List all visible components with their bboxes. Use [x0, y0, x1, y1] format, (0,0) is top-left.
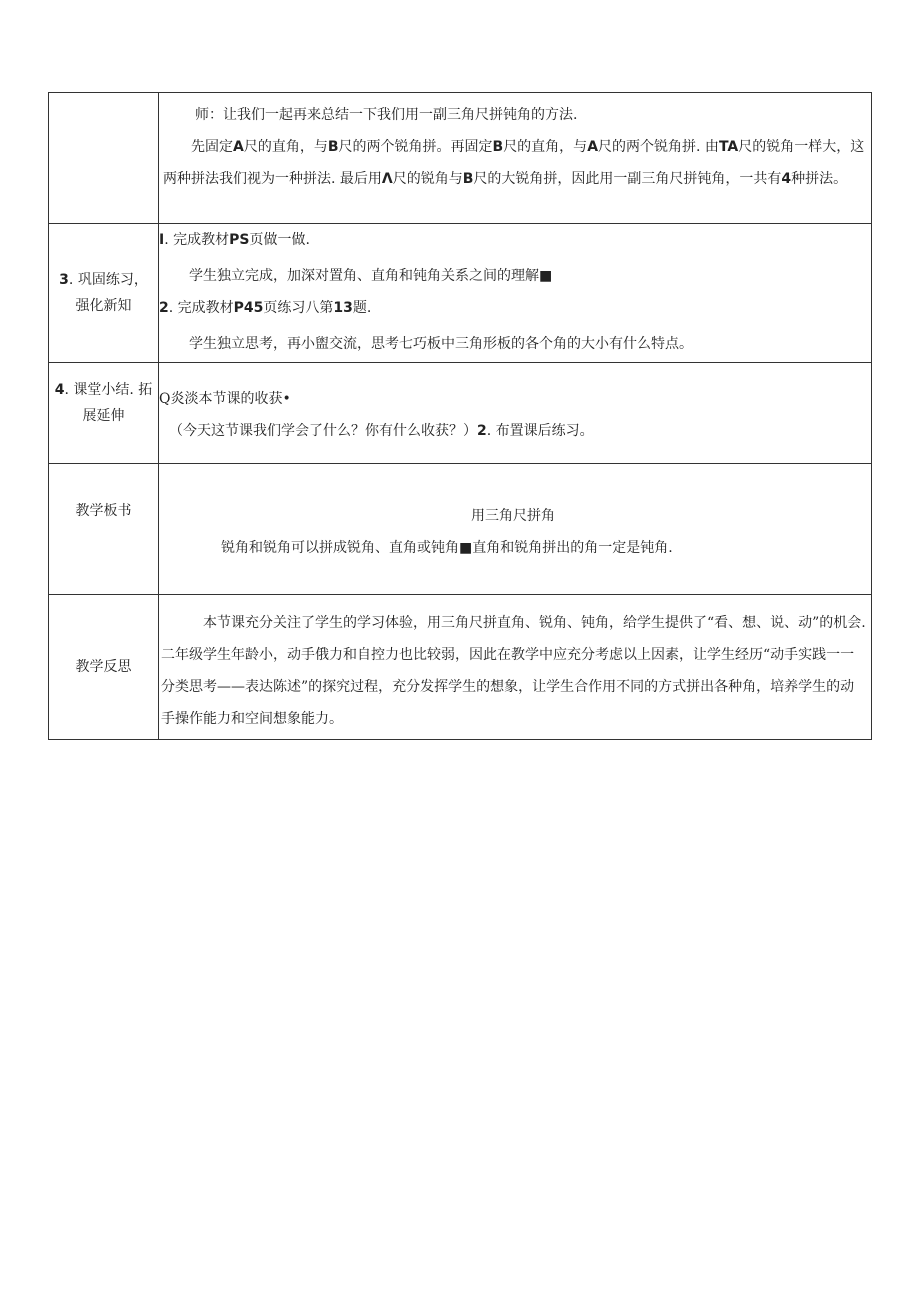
- reflection-label: 教学反思: [75, 659, 132, 675]
- lesson-plan-table: [48, 92, 872, 740]
- board-label: 教学板书: [75, 503, 132, 519]
- text-run: 先固定: [191, 139, 233, 155]
- count-number: 4: [781, 171, 792, 187]
- practice-item-1: [159, 224, 867, 256]
- row-practice: [49, 224, 872, 363]
- text-run: . 完成教材: [164, 232, 230, 248]
- practice-label-cell: [49, 224, 159, 363]
- practice-item-2-note: 学生独立思考，再小盥交流，思考七巧板中三角形板的各个角的大小有什么特点。: [189, 336, 693, 352]
- item-number: I: [159, 232, 165, 248]
- item-number: 2: [477, 423, 487, 439]
- ruler-label: Λ: [381, 171, 393, 187]
- text-run: 尺的两个锐角拼。再固定: [338, 139, 493, 155]
- ruler-label: B: [462, 171, 474, 187]
- teacher-summary-paragraph: [163, 131, 867, 195]
- item-number: 2: [159, 300, 169, 316]
- question-number: 13: [333, 300, 353, 316]
- ruler-label: A: [233, 139, 244, 155]
- reflection-cell: [159, 595, 872, 740]
- summary-line-1: Q炎淡本节课的收获•: [159, 391, 291, 407]
- summary-cell: [159, 363, 872, 464]
- page-ref: PS: [229, 232, 250, 248]
- text-run: 种拼法。: [791, 171, 848, 187]
- practice-cell: [159, 224, 872, 363]
- row-teacher-summary: [49, 93, 872, 224]
- ruler-label: TA: [718, 139, 739, 155]
- page-ref: P45: [233, 300, 264, 316]
- section-title: . 巩固练习，: [68, 272, 148, 288]
- text-run: 尺的锐角与: [392, 171, 463, 187]
- ruler-label: B: [327, 139, 339, 155]
- section-title-line2: 强化新知: [75, 298, 132, 314]
- row-summary: [49, 363, 872, 464]
- text-run: 尺的直角，与: [503, 139, 588, 155]
- board-title: 用三角尺拼角: [471, 508, 555, 524]
- summary-line-2: [159, 415, 867, 447]
- text-run: 尺的两个锐角拼. 由: [598, 139, 719, 155]
- text-run: （今天这节课我们学会了什么？你有什么收获？）: [169, 423, 477, 439]
- teacher-summary-cell: [159, 93, 872, 224]
- board-cell: [159, 464, 872, 595]
- text-run: 页做一做.: [249, 232, 310, 248]
- row-board: [49, 464, 872, 595]
- board-label-cell: [49, 464, 159, 595]
- row-label-empty: [49, 93, 159, 224]
- teacher-summary-line: 师：让我们一起再来总结一下我们用一副三角尺拼钝角的方法.: [195, 107, 578, 123]
- text-run: 页练习八第: [263, 300, 334, 316]
- ruler-label: B: [492, 139, 504, 155]
- section-title-line2: 展延伸: [82, 408, 125, 424]
- text-run: 题.: [352, 300, 372, 316]
- reflection-label-cell: [49, 595, 159, 740]
- practice-item-1-note: 学生独立完成，加深对置角、直角和钝角关系之间的理解■: [189, 268, 553, 284]
- practice-label: [49, 267, 158, 293]
- practice-item-2: [159, 292, 867, 324]
- text-run: 尺的大锐角拼，因此用一副三角尺拼钝角，一共有: [473, 171, 782, 187]
- row-reflection: [49, 595, 872, 740]
- ruler-label: A: [587, 139, 599, 155]
- text-run: 尺的锐角一样大，这两种拼法我们视为一种拼法. 最后用: [163, 139, 865, 187]
- section-number: 4: [54, 382, 65, 398]
- summary-label: [49, 377, 158, 403]
- section-title: . 课堂小结. 拓: [64, 382, 153, 398]
- summary-label-cell: [49, 363, 159, 464]
- section-number: 3: [59, 272, 69, 288]
- text-run: . 布置课后练习。: [486, 423, 594, 439]
- text-run: 尺的直角，与: [243, 139, 328, 155]
- reflection-text: 本节课充分关注了学生的学习体验，用三角尺拼直角、锐角、钝角，给学生提供了“看、想、说、动”的机会. 二年级学生年龄小，动手俄力和自控力也比较弱，因此在教学中应充分考虑以上因素，让学生经历“动手实践一一分类思考——表达陈述”的探究过程，充分发挥学生的想象，让学生合作用不同的方式拼出各种角，培养学生的动手操作能力和空间想象能力。: [161, 615, 866, 727]
- board-line: 锐角和锐角可以拼成锐角、直角或钝角■直角和锐角拼出的角一定是钝角.: [221, 540, 673, 556]
- text-run: . 完成教材: [168, 300, 234, 316]
